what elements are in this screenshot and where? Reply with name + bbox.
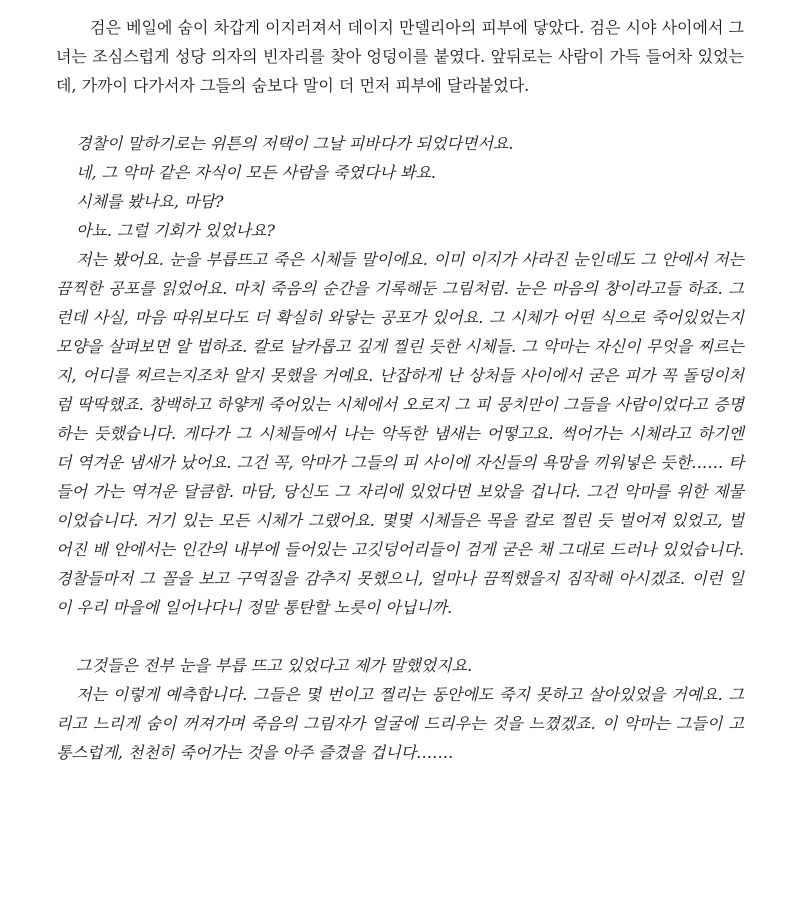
dialogue-line-3: 시체를 봤나요, 마담? — [76, 192, 224, 211]
dialogue-monologue: 저는 봤어요. 눈을 부릅뜨고 죽은 시체들 말이에요. 이미 이지가 사라진 눈인데도 그 안에서 저는 끔찍한 공포를 읽었어요. 마치 죽음의 순간을 기록해둔 그림처럼. 눈은 마음의 창이라고들 하죠. 그런데 사실, 마음 따위보다도 더 확실히 와닿는 공포가 있어요. 그 시체가 어떤 식으로 죽어있었는지 모양을 살펴보면 알 법하죠. 칼로 날카롭고 깊게 찔린 듯한 시체들. 그 악마는 자신이 무엇을 찌르는지, 어디를 찌르는지조차 알지 못했을 거예요. 난잡하게 난 상처들 사이에서 굳은 피가 꼭 돌덩이처럼 딱딱했죠. 창백하고 하얗게 죽어있는 시체에서 오로지 그 피 뭉치만이 그들을 사람이었다고 증명하는 듯했습니다. 게다가 그 시체들에서 나는 악독한 냄새는 어떻고요. 썩어가는 시체라고 하기엔 더 역겨운 냄새가 났어요. 그건 꼭, 악마가 그들의 피 사이에 자신들의 욕망을 끼워넣은 듯한…… 타들어 가는 역겨운 달큼함. 마담, 당신도 그 자리에 있었다면 보았을 겁니다. 그건 악마를 위한 제물이었습니다. 거기 있는 모든 시체가 그랬어요. 몇몇 시체들은 목을 칼로 찔린 듯 벌어져 있었고, 벌어진 배 안에서는 인간의 내부에 들어있는 고깃덩어리들이 검게 굳은 채 그대로 드러나 있었습니다. 경찰들마저 그 꼴을 보고 구역질을 감추지 못했으니, 얼마나 끔찍했을지 짐작해 아시겠죠. 이런 일이 우리 마을에 일어나다니 정말 통탄할 노릇이 아닙니까. — [56, 250, 744, 617]
dialogue-prediction: 저는 이렇게 예측합니다. 그들은 몇 번이고 찔리는 동안에도 죽지 못하고 살아있었을 거예요. 그리고 느리게 숨이 꺼져가며 죽음의 그림자가 얼굴에 드리우는 것을 느꼈겠죠. 이 악마는 그들이 고통스럽게, 천천히 죽어가는 것을 아주 즐겼을 겁니다……. — [56, 685, 744, 762]
narration-paragraph: 검은 베일에 숨이 차갑게 이지러져서 데이지 만델리아의 피부에 닿았다. 검은 시야 사이에서 그녀는 조심스럽게 성당 의자의 빈자리를 찾아 엉덩이를 붙였다. 앞뒤로는 사람이 가득 들어차 있었는데, 가까이 다가서자 그들의 숨보다 말이 더 먼저 피부에 달라붙었다. — [56, 18, 744, 95]
dialogue-line-2: 네, 그 악마 같은 자식이 모든 사람을 죽였다나 봐요. — [76, 163, 436, 182]
dialogue-line-6: 그것들은 전부 눈을 부릅 뜨고 있었다고 제가 말했었지요. — [76, 656, 473, 675]
dialogue-line-1: 경찰이 말하기로는 위튼의 저택이 그날 피바다가 되었다면서요. — [76, 134, 514, 153]
dialogue-line-4: 아뇨. 그럴 기회가 있었나요? — [76, 221, 275, 240]
paragraph-gap — [56, 622, 744, 651]
document-page — [56, 13, 744, 767]
paragraph-gap — [56, 100, 744, 129]
